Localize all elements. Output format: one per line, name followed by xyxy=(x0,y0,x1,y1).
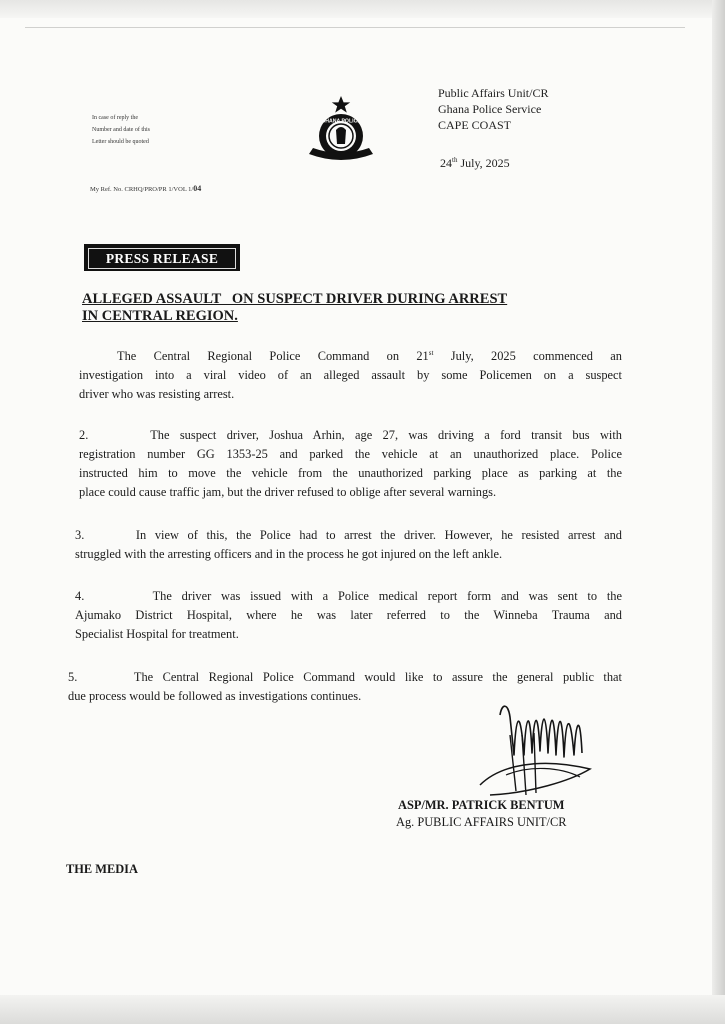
paragraph-line: instructed him to move the vehicle from the unauthorized parking place as parking at the xyxy=(79,466,622,480)
paragraph-2 xyxy=(79,426,622,502)
paragraph-4 xyxy=(75,587,622,644)
paragraph-line: struggled with the arresting officers and in the process he got injured on the left ankle. xyxy=(75,547,503,561)
paragraph-line: due process would be followed as investigations continues. xyxy=(68,689,362,703)
paragraph-line: registration number GG 1353-25 and parked the vehicle at an unauthorized place. Police xyxy=(79,447,622,461)
reply-note-line: In case of reply the xyxy=(92,115,138,121)
reply-note-line: Letter should be quoted xyxy=(92,139,149,145)
page-edge-top xyxy=(0,0,725,18)
date-rest: July, 2025 xyxy=(457,156,510,170)
text-run: The Central Regional Police Command on 21 xyxy=(117,349,429,363)
my-ref-value: CRHQ/PRO/PR 1/VOL 1/ xyxy=(124,186,194,193)
paragraph-line: place could cause traffic jam, but the driver refused to oblige after several warnings. xyxy=(79,485,497,499)
police-crest-icon xyxy=(303,94,379,168)
paragraph-line: Ajumako District Hospital, where he was later referred to the Winneba Trauma and xyxy=(75,608,622,622)
address-line: Public Affairs Unit/CR xyxy=(438,86,549,100)
page-edge-right xyxy=(712,0,725,1024)
headline xyxy=(82,291,622,325)
paragraph-line: investigation into a viral video of an alleged assault by some Policemen on a suspect xyxy=(79,368,622,382)
address-line: Ghana Police Service xyxy=(438,102,542,116)
paragraph-line: Specialist Hospital for treatment. xyxy=(75,627,239,641)
headline-line: ALLEGED ASSAULT ON SUSPECT DRIVER DURING ARREST xyxy=(82,291,508,307)
my-reference xyxy=(90,184,201,193)
handwritten-signature xyxy=(470,695,610,805)
date-suffix: th xyxy=(452,156,458,164)
crest-lettering: GHANA POLICE xyxy=(321,118,361,125)
headline-line: IN CENTRAL REGION. xyxy=(82,308,238,324)
my-ref-label: My Ref. No. xyxy=(90,186,123,193)
paragraph-1 xyxy=(79,347,622,404)
paragraph-line xyxy=(79,347,622,366)
paragraph-line: driver who was resisting arrest. xyxy=(79,387,235,401)
reply-note-line: Number and date of this xyxy=(92,127,150,133)
press-release-label: PRESS RELEASE xyxy=(88,248,236,269)
sender-address xyxy=(438,85,548,133)
text-sup: st xyxy=(428,348,434,357)
text-run: July, 2025 commenced an xyxy=(433,349,622,363)
my-ref-number: 04 xyxy=(193,184,202,193)
paragraph-line: 2. The suspect driver, Joshua Arhin, age 27, was driving a ford transit bus with xyxy=(79,428,622,442)
recipient: THE MEDIA xyxy=(66,862,138,876)
paragraph-3 xyxy=(75,526,622,564)
page-edge-bottom xyxy=(0,995,725,1024)
signatory-title: Ag. PUBLIC AFFAIRS UNIT/CR xyxy=(396,815,567,829)
paragraph-line: 4. The driver was issued with a Police medical report form and was sent to the xyxy=(75,589,622,603)
paragraph-line: 3. In view of this, the Police had to arrest the driver. However, he resisted arrest and xyxy=(75,528,622,542)
paragraph-line: 5. The Central Regional Police Command would like to assure the general public that xyxy=(68,670,622,684)
address-line: CAPE COAST xyxy=(438,118,512,132)
signatory-name: ASP/MR. PATRICK BENTUM xyxy=(398,798,565,812)
reply-note xyxy=(92,112,202,148)
scan-line xyxy=(25,27,685,28)
letter-date xyxy=(440,156,510,171)
date-day: 24 xyxy=(440,156,452,170)
